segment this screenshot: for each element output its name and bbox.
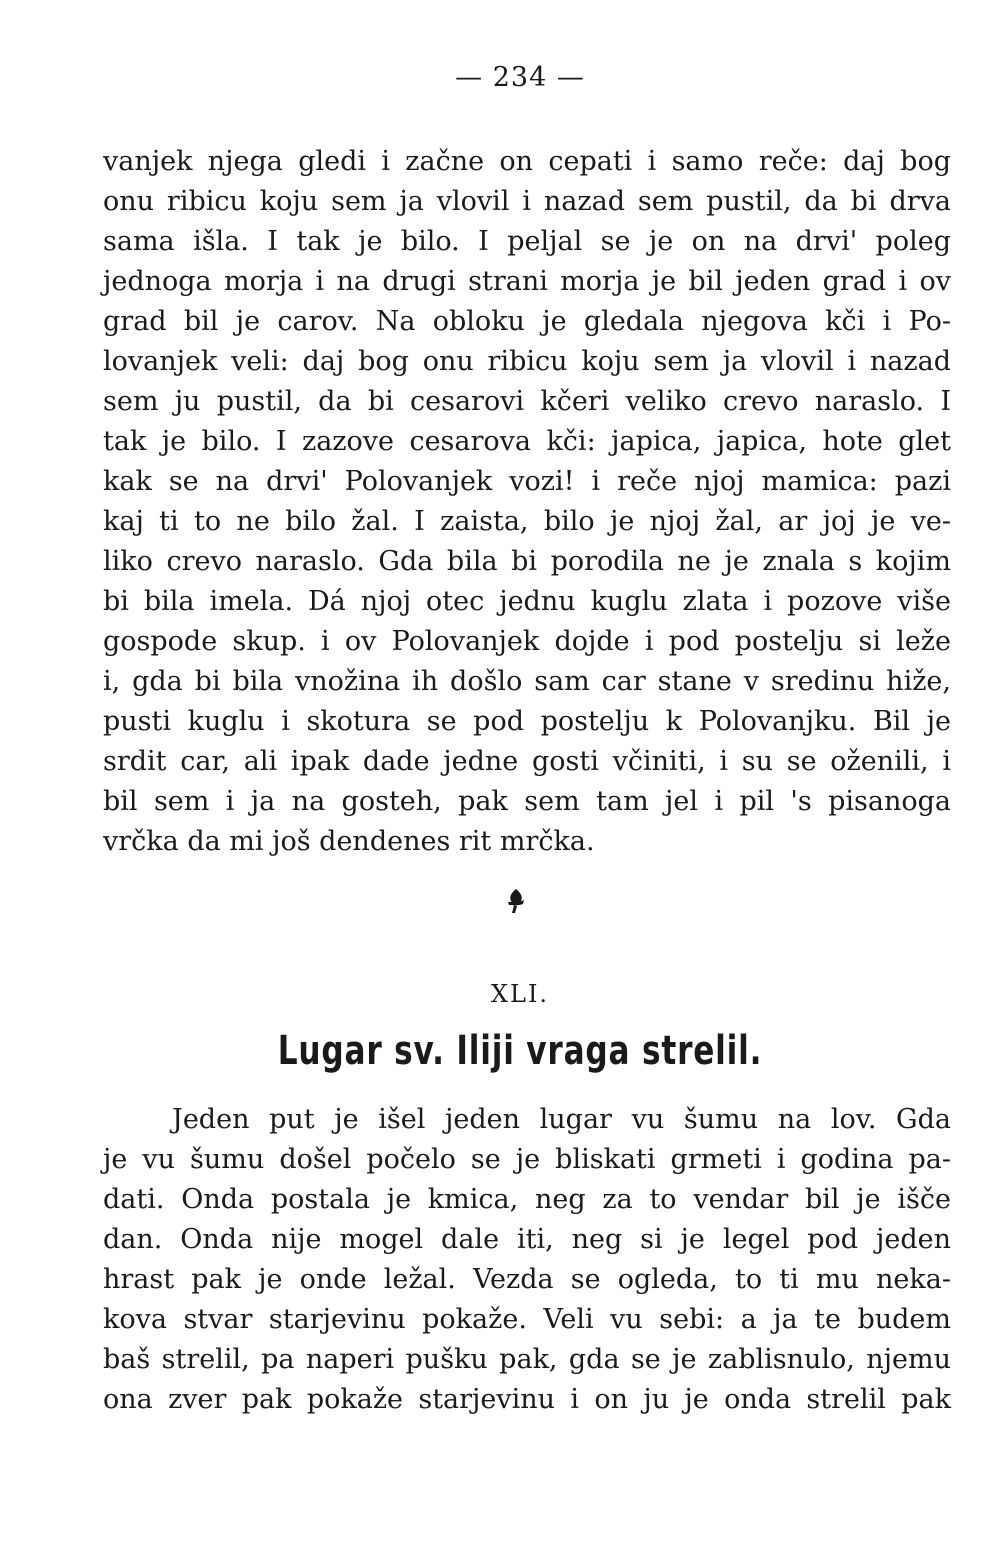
text-line: je vu šumu došel počelo se je bliskati grmeti i godina pa- bbox=[103, 1144, 951, 1175]
text-line: gospode skup. i ov Polovanjek dojde i pod postelju si leže bbox=[103, 626, 951, 657]
text-line: i, gda bi bila vnožina ih došlo sam car stane v sredinu hiže, bbox=[103, 666, 951, 697]
text-line: tak je bilo. I zazove cesarova kči: japica, japica, hote glet bbox=[103, 426, 951, 457]
text-line: srdit car, ali ipak dade jedne gosti včiniti, i su se oženili, i bbox=[103, 746, 951, 777]
text-line: onu ribicu koju sem ja vlovil i nazad sem pustil, da bi drva bbox=[103, 186, 951, 217]
text-line: grad bil je carov. Na obloku je gledala njegova kči i Po- bbox=[103, 306, 951, 337]
text-line: hrast pak je onde ležal. Vezda se ogleda, to ti mu neka- bbox=[103, 1264, 951, 1295]
text-line: vanjek njega gledi i začne on cepati i samo reče: daj bog bbox=[103, 146, 951, 177]
text-line: baš strelil, pa naperi pušku pak, gda se je zablisnulo, njemu bbox=[103, 1344, 951, 1375]
chapter-title: Lugar sv. Iliji vraga strelil. bbox=[277, 1028, 763, 1074]
text-line: liko crevo naraslo. Gda bila bi porodila ne je znala s kojim bbox=[103, 546, 951, 577]
text-line: lovanjek veli: daj bog onu ribicu koju sem ja vlovil i nazad bbox=[103, 346, 951, 377]
text-line: jednoga morja i na drugi strani morja je bil jeden grad i ov bbox=[103, 266, 951, 297]
chapter-number: XLI. bbox=[490, 980, 550, 1008]
text-line: kaj ti to ne bilo žal. I zaista, bilo je njoj žal, ar joj je ve- bbox=[103, 506, 951, 537]
text-line: kak se na drvi' Polovanjek vozi! i reče njoj mamica: pazi bbox=[103, 466, 951, 497]
text-line: sama išla. I tak je bilo. I peljal se je on na drvi' poleg bbox=[103, 226, 951, 257]
text-line: ona zver pak pokaže starjevinu i on ju je onda strelil pak bbox=[103, 1384, 951, 1415]
text-line: dati. Onda postala je kmica, neg za to vendar bil je išče bbox=[103, 1184, 951, 1215]
text-line: sem ju pustil, da bi cesarovi kčeri veliko crevo naraslo. I bbox=[103, 386, 951, 417]
text-line: kova stvar starjevinu pokaže. Veli vu sebi: a ja te budem bbox=[103, 1304, 951, 1335]
text-line: dan. Onda nije mogel dale iti, neg si je legel pod jeden bbox=[103, 1224, 951, 1255]
page-number: — 234 — bbox=[455, 62, 585, 93]
text-line: bil sem i ja na gosteh, pak sem tam jel i pil 's pisanoga bbox=[103, 786, 951, 817]
text-line: bi bila imela. Dá njoj otec jednu kuglu zlata i pozove više bbox=[103, 586, 951, 617]
text-line: pusti kuglu i skotura se pod postelju k Polovanjku. Bil je bbox=[103, 706, 951, 737]
leaf-ornament-icon bbox=[505, 887, 527, 915]
text-line: Jeden put je išel jeden lugar vu šumu na lov. Gda bbox=[172, 1104, 951, 1135]
text-line: vrčka da mi još dendenes rit mrčka. bbox=[103, 826, 595, 857]
